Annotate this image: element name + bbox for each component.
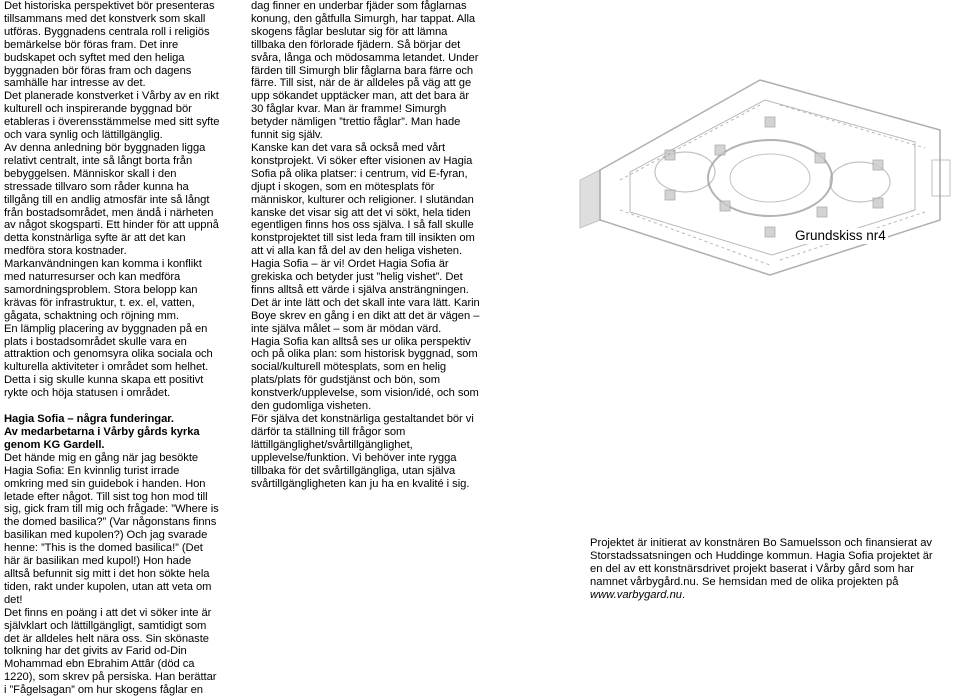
north-colonnade xyxy=(620,105,760,180)
pillar-2 xyxy=(815,153,825,163)
pillar-10 xyxy=(765,227,775,237)
floor-plan-sketch xyxy=(560,60,960,280)
pillar-1 xyxy=(715,145,725,155)
south-colonnade xyxy=(620,210,770,265)
northeast-colonnade xyxy=(780,105,925,148)
story-text: Det hände mig en gång när jag besökte Hagia Sofia: En kvinnlig turist irrade omkring med sin guidebok i handen. Hon letade efter något. Till sist tog hon mod till sig, gick fram till mig och frågade: ”Where is the domed basilica?” (Var någonstans finns basilikan med kupolen?) Och jag svarade henne: ”This is the domed basilica!” (Det här är basilikan med kupol!) Hon hade alltså befunnit sig mitt i det hon sökte hela tiden, rakt under kupolen, utan att veta om det! Det finns en poäng i att det vi söker inte är självklart och lättillgängligt, samtidigt som det är alldeles helt nära oss. Sin skönaste tolkning har det givits av Farid od-Din Mohammad ebn Ebrahim Attâr (död ca 1220), som skrev på persiska. Han berättar i ”Fågelsagan” om hur skogens fåglar en xyxy=(4,451,219,697)
pillar-9 xyxy=(765,117,775,127)
middle-text: dag finner en underbar fjäder som fåglarnas konung, den gåtfulla Simurgh, har tappat. Alla skogens fåglar beslutar sig för att lämna tillbaka den förlorade fjädern. Så börjar det svåra, långa och mödosamma letandet. Under färden till Simurgh blir fåglarna bara färre och färre. Till sist, när de är alldeles på väg att ge upp sökandet upptäcker man, att det bara är 30 fåglar kvar. Man är framme! Simurgh betyder nämligen ”trettio fåglar”. Man hade funnit sig själv. Kanske kan det vara så också med vårt konstprojekt. Vi söker efter visionen av Hagia Sofia på olika platser: i centrum, vid E-fyran, djupt i skogen, som en mötesplats för människor, kulturer och religioner. I slutändan kanske det visar sig att det vi sökt, hela tiden egentligen finns hos oss själva. I så fall skulle konstprojektet till sist leda fram till insikten om att vi alla kan få del av den heliga visheten. Hagia Sofia – är vi! Ordet Hagia Sofia är grekiska och betyder just ”helig vishet”. Det finns alltså ett värde i själva ansträngningen. Det är inte lätt och det skall inte vara lätt. Karin Boye skrev en gång i en dikt att det är vägen – inte själva målet – som är mödan värd. Hagia Sofia kan alltså ses ur olika perspektiv och på olika plan: som historisk byggnad, som social/kulturell mötesplats, som en helig plats/plats för gudstjänst och bön, som konstverk/upplevelse, som vision/idé, och som den gudomliga visheten. För själva det konstnärliga gestaltandet bör vi därför ta ställning till frågor som lättillgänglighet/svårtillgänglighet, upplevelse/funktion. Vi behöver inte rygga tillbaka för det svårtillgängliga, utan själva svårtillgängligheten kan ju ha en kvalité i sig. xyxy=(251,0,480,490)
floor-plan-drawing xyxy=(580,80,950,275)
narthex xyxy=(580,170,600,228)
credits-text xyxy=(590,537,936,602)
pillar-4 xyxy=(817,207,827,217)
middle-text-column xyxy=(251,0,481,490)
credits-body: Projektet är initierat av konstnären Bo Samuelsson och finansierat av Storstadssatsningen och Huddinge kommun. Hagia Sofia projektet är en del av ett konstnärsdrivet projekt baserat i Vårby gård som har namnet vårbygård.nu. Se hemsidan med de olika projekten på xyxy=(590,537,933,588)
figure-caption: Grundskiss nr4 xyxy=(795,228,886,243)
inner-dome xyxy=(730,154,810,202)
pillar-8 xyxy=(873,198,883,208)
apse xyxy=(932,160,950,196)
website-link[interactable]: www.varbygard.nu xyxy=(590,588,683,601)
west-half-dome xyxy=(655,152,715,192)
pillar-3 xyxy=(720,201,730,211)
credits-suffix: . xyxy=(682,588,686,601)
pillar-7 xyxy=(873,160,883,170)
left-text-column xyxy=(4,0,220,697)
section-heading: Hagia Sofia – några funderingar. Av medarbetarna i Vårby gårds kyrka genom KG Gardell. xyxy=(4,413,200,451)
pillar-6 xyxy=(665,190,675,200)
intro-text: Det historiska perspektivet bör presenteras tillsammans med det konstverk som skall utföras. Byggnadens centrala roll i religiös bemärkelse bör föras fram. Det inre budskapet och syftet med den heliga byggnaden bör föras fram och dagens samhälle har intresse av det. Det planerade konstverket i Vårby av en rikt kulturell och inspirerande byggnad bör etableras i överensstämmelse med sitt syfte och vara synlig och lättillgänglig. Av denna anledning bör byggnaden ligga relativt centralt, inte så långt borta från bebyggelsen. Människor skall i den stressade tillvaro som råder kunna ha tillgång till en andlig atmosfär inte så långt från bostadsområdet, men ändå i närheten av något skogsparti. Ett hinder för att uppnå detta konstnärliga syfte är att det kan medföra stora kostnader. Markanvändningen kan komma i konflikt med naturresurser och kan medföra samordningsproblem. Stora belopp kan krävas för infrastruktur, t. ex. el, vatten, gågata, schaktning och röjning mm. En lämplig placering av byggnaden på en plats i bostadsområdet skulle vara en attraktion och genomsyra olika sociala och kulturella aktiviteter i området som helhet. Detta i sig skulle kunna skapa ett positivt rykte och höja statusen i området. xyxy=(4,0,220,400)
